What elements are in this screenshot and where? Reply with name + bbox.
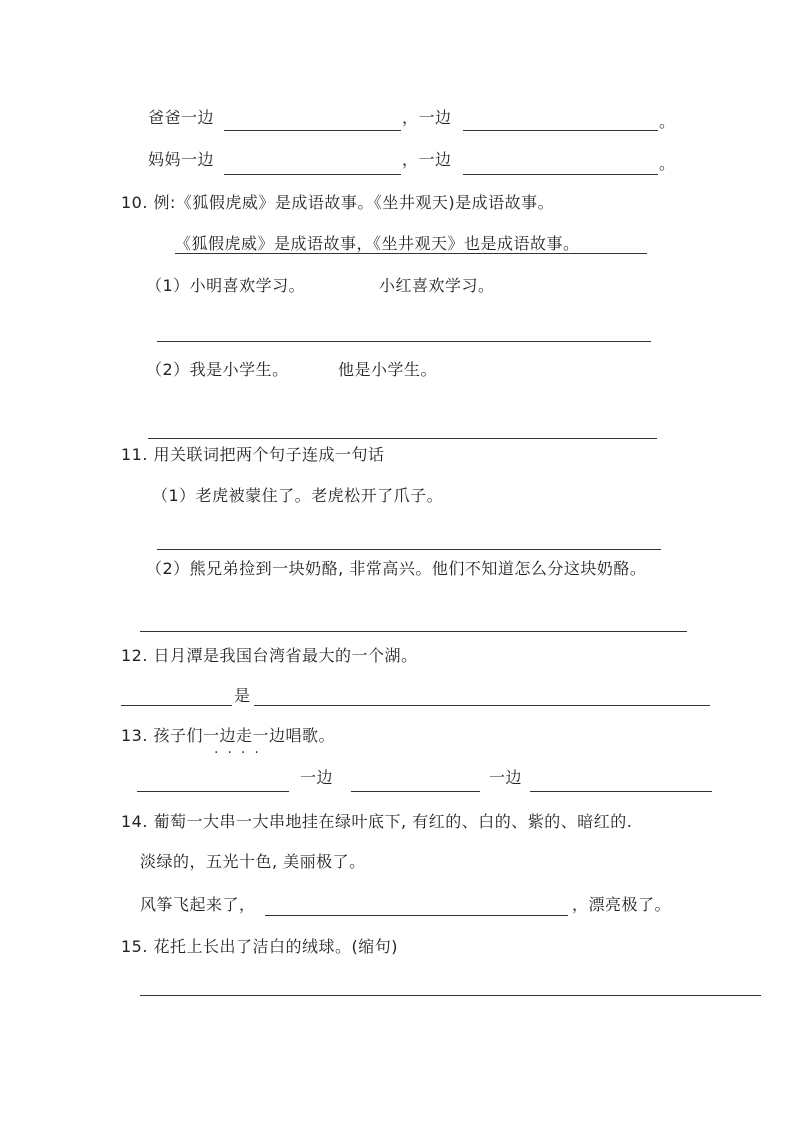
q10-item-2: （2）我是小学生。 [146,360,289,379]
q11-answer-line-1[interactable] [157,549,661,550]
q10-item-1-second: 小红喜欢学习。 [379,276,495,295]
q13-word-1: 一边 [300,768,334,787]
q12-connector: 是 [234,686,251,705]
q9-line2-end: 。 [659,154,676,173]
q9-line2-start: 妈妈一边 [148,150,215,169]
q15-prompt: 15. 花托上长出了洁白的绒球。(缩句) [121,937,399,956]
q13-emphasis-dots: .... [214,741,268,757]
q10-example-underline [175,253,647,254]
q9-blank-4[interactable] [463,174,658,175]
q10-example: 《狐假虎威》是成语故事，《坐井观天》也是成语故事。 [175,234,580,253]
q9-line1-start: 爸爸一边 [148,108,215,127]
q15-answer-line[interactable] [140,995,761,996]
q9-line2-middle: ，一边 [402,150,452,169]
q9-line1-middle: ，一边 [402,108,452,127]
q11-prompt: 11. 用关联词把两个句子连成一句话 [121,445,385,464]
q12-blank-2[interactable] [254,705,710,706]
q13-blank-2[interactable] [351,791,480,792]
q13-blank-3[interactable] [530,791,712,792]
q10-prompt: 10. 例:《狐假虎威》是成语故事。《坐井观天)是成语故事。 [121,193,555,212]
q9-blank-2[interactable] [463,130,658,131]
q11-answer-line-2[interactable] [140,631,687,632]
q14-prompt-continued: 淡绿的，五光十色, 美丽极了。 [140,852,366,871]
q10-answer-line-2[interactable] [148,438,657,439]
q10-item-2-second: 他是小学生。 [338,360,438,379]
q10-answer-line-1[interactable] [157,341,651,342]
q12-blank-1[interactable] [121,705,232,706]
q12-prompt: 12. 日月潭是我国台湾省最大的一个湖。 [121,646,418,665]
q11-item-2: （2）熊兄弟捡到一块奶酪, 非常高兴。他们不知道怎么分这块奶酪。 [146,559,647,578]
q14-tail: ，漂亮极了。 [572,895,672,914]
q13-word-2: 一边 [489,768,523,787]
q9-blank-3[interactable] [224,174,401,175]
q13-prompt: 13. 孩子们一边走一边唱歌。 [121,726,336,745]
q14-blank[interactable] [265,915,568,916]
q9-line1-end: 。 [659,112,676,131]
q13-blank-1[interactable] [137,791,289,792]
q9-blank-1[interactable] [224,130,401,131]
q14-lead: 风筝飞起来了， [140,895,256,914]
q11-item-1: （1）老虎被蒙住了。老虎松开了爪子。 [152,486,444,505]
q14-prompt: 14. 葡萄一大串一大串地挂在绿叶底下, 有红的、白的、紫的、暗红的. [121,812,633,831]
q10-item-1: （1）小明喜欢学习。 [146,276,306,295]
